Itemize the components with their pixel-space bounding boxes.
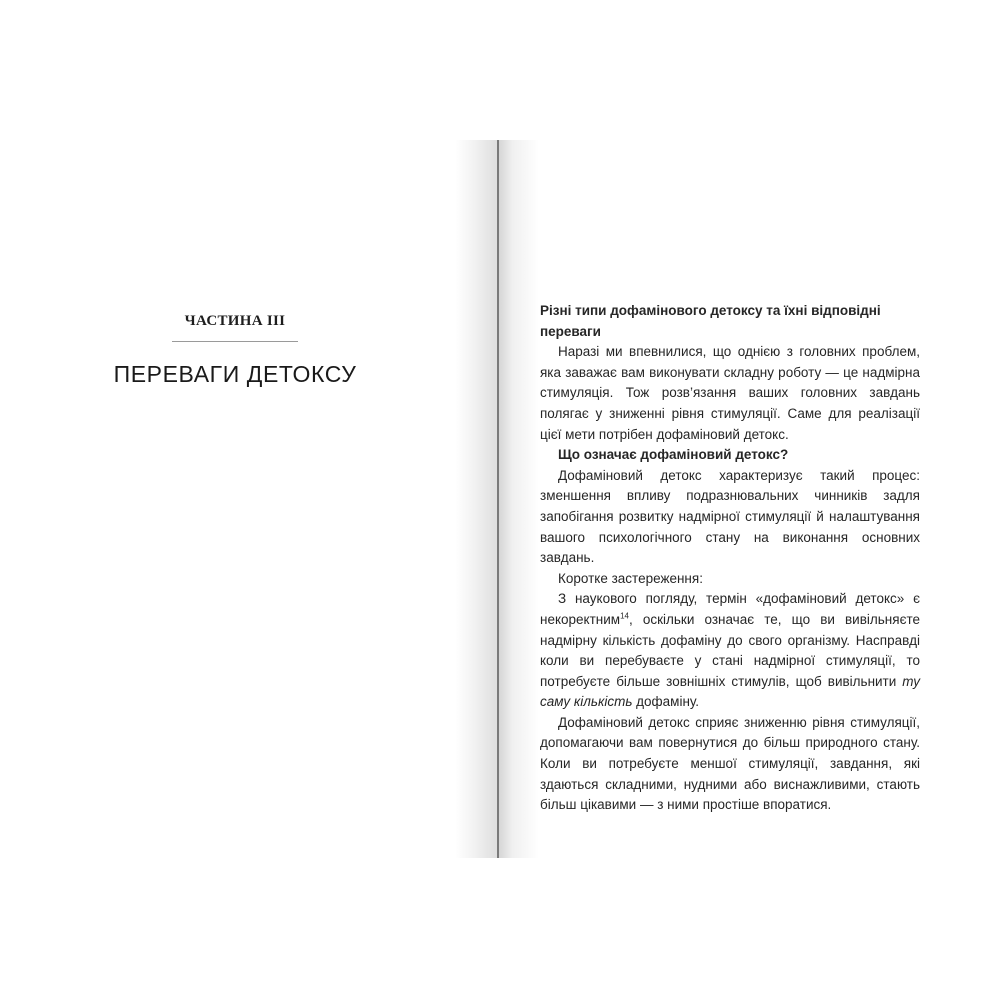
part-divider: [172, 341, 298, 342]
part-label: ЧАСТИНА III: [184, 313, 286, 329]
paragraph-with-footnote: [540, 589, 920, 713]
chapter-title: ПЕРЕВАГИ ДЕТОКСУ: [113, 361, 357, 387]
paragraph: Коротке застереження:: [558, 570, 703, 586]
section-heading: Різні типи дофамінового детоксу та їхні відповідні переваги: [540, 303, 881, 339]
footnote-reference: 14: [620, 611, 629, 621]
paragraph-text: , оскільки означає те, що ви вивільняєте надмірну кількість дофаміну до свого організму. Насправді коли ви перебуваєте у стані надмірної стимуляції, то потребуєте більше зовнішніх стимулів, щоб вивільнити: [540, 611, 920, 689]
paragraph: Дофаміновий детокс характеризує такий процес: зменшення впливу подразнювальних чинників задля запобігання розвитку надмірної стимуляції й налаштування вашого психологічного стану на виконання основних завдань.: [540, 467, 920, 566]
paragraph: Наразі ми впевнилися, що однією з головних проблем, яка заважає вам виконувати складну роботу — це надмірна стимуляція. Тож розв’язання ваших головних завдань полягає у зниженні рівня стимуляції. Саме для реалізації цієї мети потрібен дофаміновий детокс.: [540, 344, 920, 442]
gutter-shadow-right: [499, 140, 539, 858]
paragraph-text: дофаміну.: [632, 694, 700, 710]
question-heading: Що означає дофаміновий детокс?: [558, 447, 789, 463]
gutter-shadow-left: [455, 140, 497, 858]
emphasis-text: ту саму кількість: [540, 673, 920, 710]
paragraph: Дофаміновий детокс сприяє зниженню рівня стимуляції, допомагаючи вам повернутися до більш природного стану. Коли ви потребуєте меншої стимуляції, завдання, які здаються складними, нудними або виснажливими, стають більш цікавими — з ними простіше впоратися.: [540, 714, 920, 813]
paragraph-text: З наукового погляду, термін «дофаміновий детокс» є некоректним: [540, 591, 920, 627]
right-page-text: [540, 301, 920, 816]
